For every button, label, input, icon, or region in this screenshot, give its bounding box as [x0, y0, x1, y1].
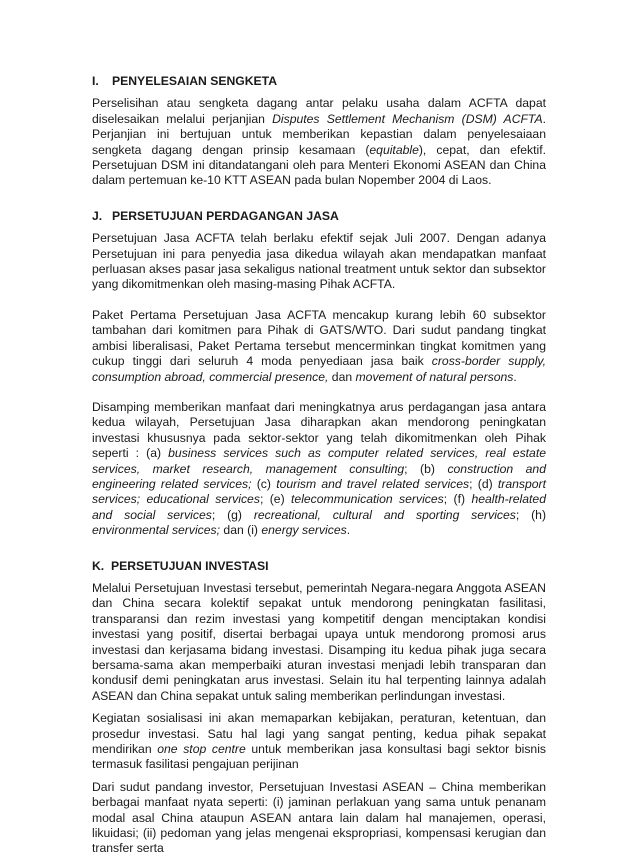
- paragraph-spacer: [92, 704, 546, 711]
- section-heading: [92, 559, 546, 574]
- body-paragraph: [92, 711, 546, 773]
- text-run: (c): [251, 476, 277, 491]
- section-number: I.: [92, 74, 99, 88]
- italic-text: equitable: [369, 142, 419, 157]
- text-run: untuk memberikan jasa konsultasi bagi sektor bisnis termasuk fasilitasi pengajuan perijinan: [92, 742, 547, 772]
- body-paragraph: [92, 780, 546, 857]
- text-run: Perselisihan atau sengketa dagang antar pelaku usaha dalam ACFTA dapat diselesaikan melalui perjanjian: [92, 96, 546, 126]
- italic-text: telecommunication services: [291, 492, 444, 507]
- italic-text: movement of natural persons: [355, 369, 514, 384]
- text-run: ; (h): [515, 507, 547, 522]
- italic-text: Disputes Settlement Mechanism (DSM) ACFTA: [272, 111, 543, 126]
- text-run: .: [346, 523, 351, 538]
- text-run: Dari sudut pandang investor, Persetujuan Investasi ASEAN – China memberikan berbagai manfaat nyata seperti: (i) jaminan perlakuan yang sama untuk penanam modal asal China ataupun ASEAN antara lain dalam hal manajemen, operasi, likuidasi; (ii) pedoman yang jelas mengenai ekspropriasi, kompensasi kerugian dan transfer serta: [92, 779, 546, 856]
- section-number: K.: [92, 558, 105, 573]
- text-run: dan: [328, 369, 356, 384]
- section-spacer: [92, 189, 546, 209]
- italic-text: cross-border supply, consumption abroad, commercial presence,: [92, 354, 546, 384]
- body-paragraph: [92, 96, 546, 188]
- text-run: ; (e): [259, 492, 292, 507]
- body-paragraph: [92, 581, 546, 704]
- italic-text: construction and engineering related services;: [92, 461, 546, 491]
- text-run: Paket Pertama Persetujuan Jasa ACFTA mencakup kurang lebih 60 subsektor tambahan dari komitmen para Pihak di GATS/WTO. Dari sudut pandang tingkat ambisi liberalisasi, Paket Pertama tersebut mencerminkan tingkat komitmen yang cukup tinggi dari seluruh 4 moda penyediaan jasa baik: [92, 307, 546, 369]
- section-title: PENYELESAIAN SENGKETA: [112, 74, 278, 88]
- text-run: ; (d): [469, 476, 498, 491]
- text-run: . Perjanjian ini bertujuan untuk memberikan kepastian dalam penyelesaiaan sengketa dagang dengan prinsip kesamaan (: [92, 111, 546, 157]
- text-run: Melalui Persetujuan Investasi tersebut, pemerintah Negara-negara Anggota ASEAN dan China secara kolektif sepakat untuk mendorong peningkatan fasilitasi, transparansi dan rezim investasi yang kompetitif dengan menciptakan kondisi investasi yang positif, disertai berbagai upaya untuk mendorong promosi arus investasi dan kerjasama bidang investasi. Disamping itu kedua pihak juga secara bersama-sama akan memperbaiki aturan investasi menjadi lebih transparan dan kondusif demi peningkatan arus investasi. Selain itu hal terpenting lainnya adalah ASEAN dan China sepakat untuk saling memberikan perlindungan investasi.: [92, 580, 546, 703]
- section-spacer: [92, 539, 546, 559]
- text-run: ; (f): [443, 492, 472, 507]
- body-paragraph: [92, 400, 546, 539]
- paragraph-spacer: [92, 385, 546, 400]
- paragraph-spacer: [92, 293, 546, 308]
- italic-text: tourism and travel related services: [276, 476, 470, 491]
- body-paragraph: [92, 308, 546, 385]
- document-page: [92, 74, 546, 857]
- italic-text: one stop centre: [157, 742, 246, 757]
- text-run: Disamping memberikan manfaat dari meningkatnya arus perdagangan jasa antara kedua wilayah, Persetujuan Jasa diharapkan akan mendorong peningkatan investasi khususnya pada sektor-sektor yang telah dikomitmenkan oleh Pihak seperti : (a): [92, 399, 546, 461]
- italic-text: business services such as computer related services, real estate services, market research, management consulting: [92, 446, 546, 476]
- section-title: PERSETUJUAN PERDAGANGAN JASA: [112, 208, 339, 223]
- text-run: ; (b): [404, 461, 448, 476]
- paragraph-spacer: [92, 773, 546, 780]
- text-run: Persetujuan Jasa ACFTA telah berlaku efektif sejak Juli 2007. Dengan adanya Persetujuan ini para penyedia jasa dikedua wilayah akan mendapatkan manfaat perluasan akses pasar jasa sekaligus national treatment untuk sektor dan subsektor yang dikomitmenkan oleh masing-masing Pihak ACFTA.: [92, 231, 546, 292]
- section-title: PERSETUJUAN INVESTASI: [111, 558, 269, 573]
- text-run: ; (g): [211, 507, 254, 522]
- italic-text: transport services; educational services: [92, 476, 547, 507]
- section-heading: [92, 209, 546, 224]
- body-paragraph: [92, 231, 546, 293]
- text-run: .: [513, 369, 517, 384]
- italic-text: health-related and social services: [92, 492, 546, 522]
- italic-text: recreational, cultural and sporting services: [253, 507, 516, 522]
- text-run: Kegiatan sosialisasi ini akan memaparkan kebijakan, peraturan, ketentuan, dan prosedur investasi. Satu hal lagi yang sangat penting, kedua pihak sepakat mendirikan: [92, 711, 546, 757]
- text-run: ), cepat, dan efektif. Persetujuan DSM ini ditandatangani oleh para Menteri Ekonomi ASEAN dan China dalam pertemuan ke-10 KTT ASEAN pada bulan Nopember 2004 di Laos.: [92, 142, 546, 188]
- section-heading: [92, 74, 546, 89]
- italic-text: environmental services;: [92, 523, 221, 538]
- section-number: J.: [92, 208, 103, 223]
- text-run: dan (i): [220, 523, 262, 538]
- italic-text: energy services: [261, 523, 347, 538]
